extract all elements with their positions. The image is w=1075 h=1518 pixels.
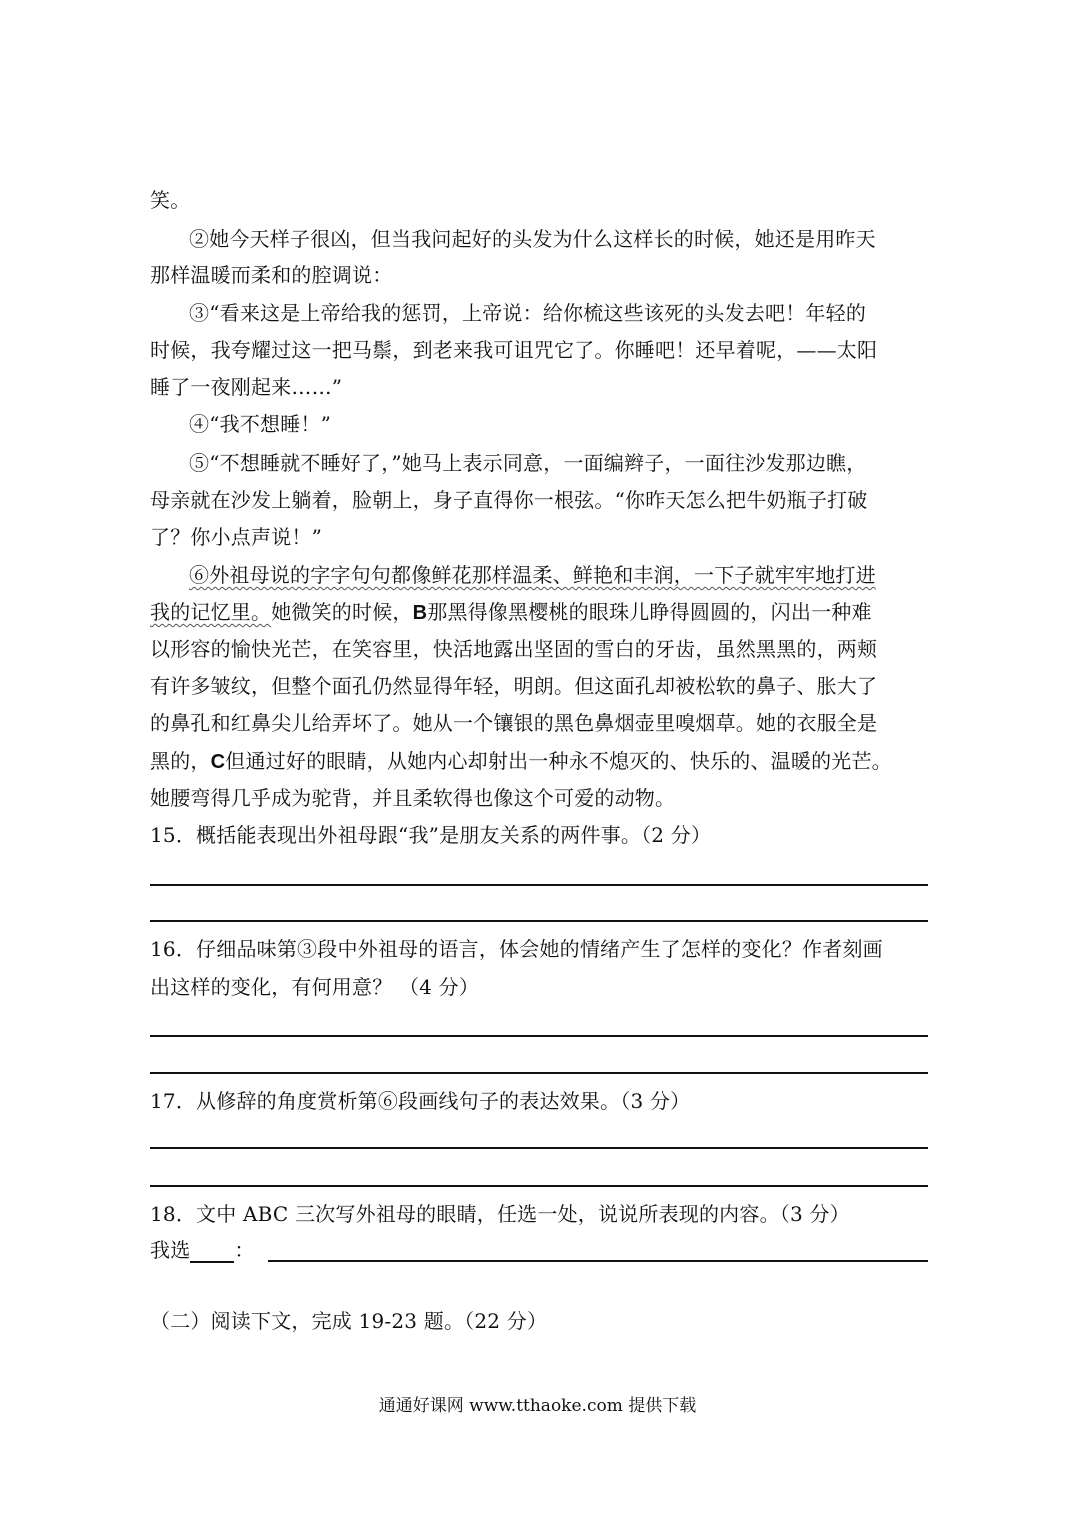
underlined-sentence: ⑥外祖母说的字字句句都像鲜花那样温柔、鲜艳和丰润，一下子就牢牢地打进 <box>189 563 876 587</box>
passage-line: 以形容的愉快光芒，在笑容里，快活地露出坚固的雪白的牙齿，虽然黑黑的，两颊 <box>150 637 878 661</box>
answer-line[interactable] <box>150 1072 928 1074</box>
passage-line <box>150 599 930 626</box>
answer-line[interactable] <box>268 1260 928 1262</box>
question-16: 出这样的变化，有何用意？ （4 分） <box>150 975 480 999</box>
passage-line: 那样温暖而柔和的腔调说： <box>150 263 393 287</box>
question-18: 18．文中 ABC 三次写外祖母的眼睛，任选一处，说说所表现的内容。（3 分） <box>150 1202 850 1226</box>
passage-line: ②她今天样子很凶，但当我问起好的头发为什么这样长的时候，她还是用昨天 <box>189 227 876 251</box>
passage-line: 的鼻孔和红鼻尖儿给弄坏了。她从一个镶银的黑色鼻烟壶里嗅烟草。她的衣服全是 <box>150 711 878 735</box>
passage-line <box>150 748 930 775</box>
section-heading: （二）阅读下文，完成 19-23 题。（22 分） <box>150 1309 548 1333</box>
passage-line-underlined <box>189 562 929 588</box>
passage-line: 时候，我夸耀过这一把马鬃，到老来我可诅咒它了。你睡吧！还早着呢，——太阳 <box>150 338 878 362</box>
passage-line: 睡了一夜刚起来……” <box>150 375 343 399</box>
answer-line[interactable] <box>150 920 928 922</box>
question-17: 17．从修辞的角度赏析第⑥段画线句子的表达效果。（3 分） <box>150 1089 691 1113</box>
marker-c: C <box>210 751 226 773</box>
passage-line: 了？你小点声说！” <box>150 525 323 549</box>
underlined-sentence: 我的记忆里。 <box>150 600 272 624</box>
marker-b: B <box>412 602 428 624</box>
passage-line: ③“看来这是上帝给我的惩罚，上帝说：给你梳这些该死的头发去吧！年轻的 <box>189 301 867 325</box>
passage-text: 黑的， <box>150 749 211 773</box>
answer-line[interactable] <box>150 1147 928 1149</box>
passage-line: 有许多皱纹，但整个面孔仍然显得年轻，明朗。但这面孔却被松软的鼻子、胀大了 <box>150 674 878 698</box>
question-15: 15．概括能表现出外祖母跟“我”是朋友关系的两件事。（2 分） <box>150 823 712 847</box>
question-16: 16．仔细品味第③段中外祖母的语言，体会她的情绪产生了怎样的变化？作者刻画 <box>150 937 883 961</box>
passage-text: 她微笑的时候， <box>271 600 413 624</box>
passage-line: ⑤“不想睡就不睡好了，”她马上表示同意，一面编辫子，一面往沙发那边瞧， <box>189 451 867 475</box>
choice-blank[interactable] <box>190 1241 234 1263</box>
page-footer: 通通好课网 www.tthaoke.com 提供下载 <box>378 1396 697 1416</box>
answer-line[interactable] <box>150 884 928 886</box>
answer-line[interactable] <box>150 1185 928 1187</box>
passage-line: 她腰弯得几乎成为驼背，并且柔软得也像这个可爱的动物。 <box>150 786 676 810</box>
passage-text: 那黑得像黑樱桃的眼珠儿睁得圆圆的，闪出一种难 <box>427 600 872 624</box>
passage-line: 母亲就在沙发上躺着，脸朝上，身子直得你一根弦。“你昨天怎么把牛奶瓶子打破 <box>150 488 868 512</box>
passage-text: 但通过好的眼睛，从她内心却射出一种永不熄灭的、快乐的、温暖的光芒。 <box>225 749 892 773</box>
answer-colon: ： <box>234 1238 255 1262</box>
answer-prefix: 我选 <box>150 1238 191 1262</box>
answer-line[interactable] <box>150 1035 928 1037</box>
passage-line: 笑。 <box>150 188 191 212</box>
passage-line: ④“我不想睡！” <box>189 412 332 436</box>
